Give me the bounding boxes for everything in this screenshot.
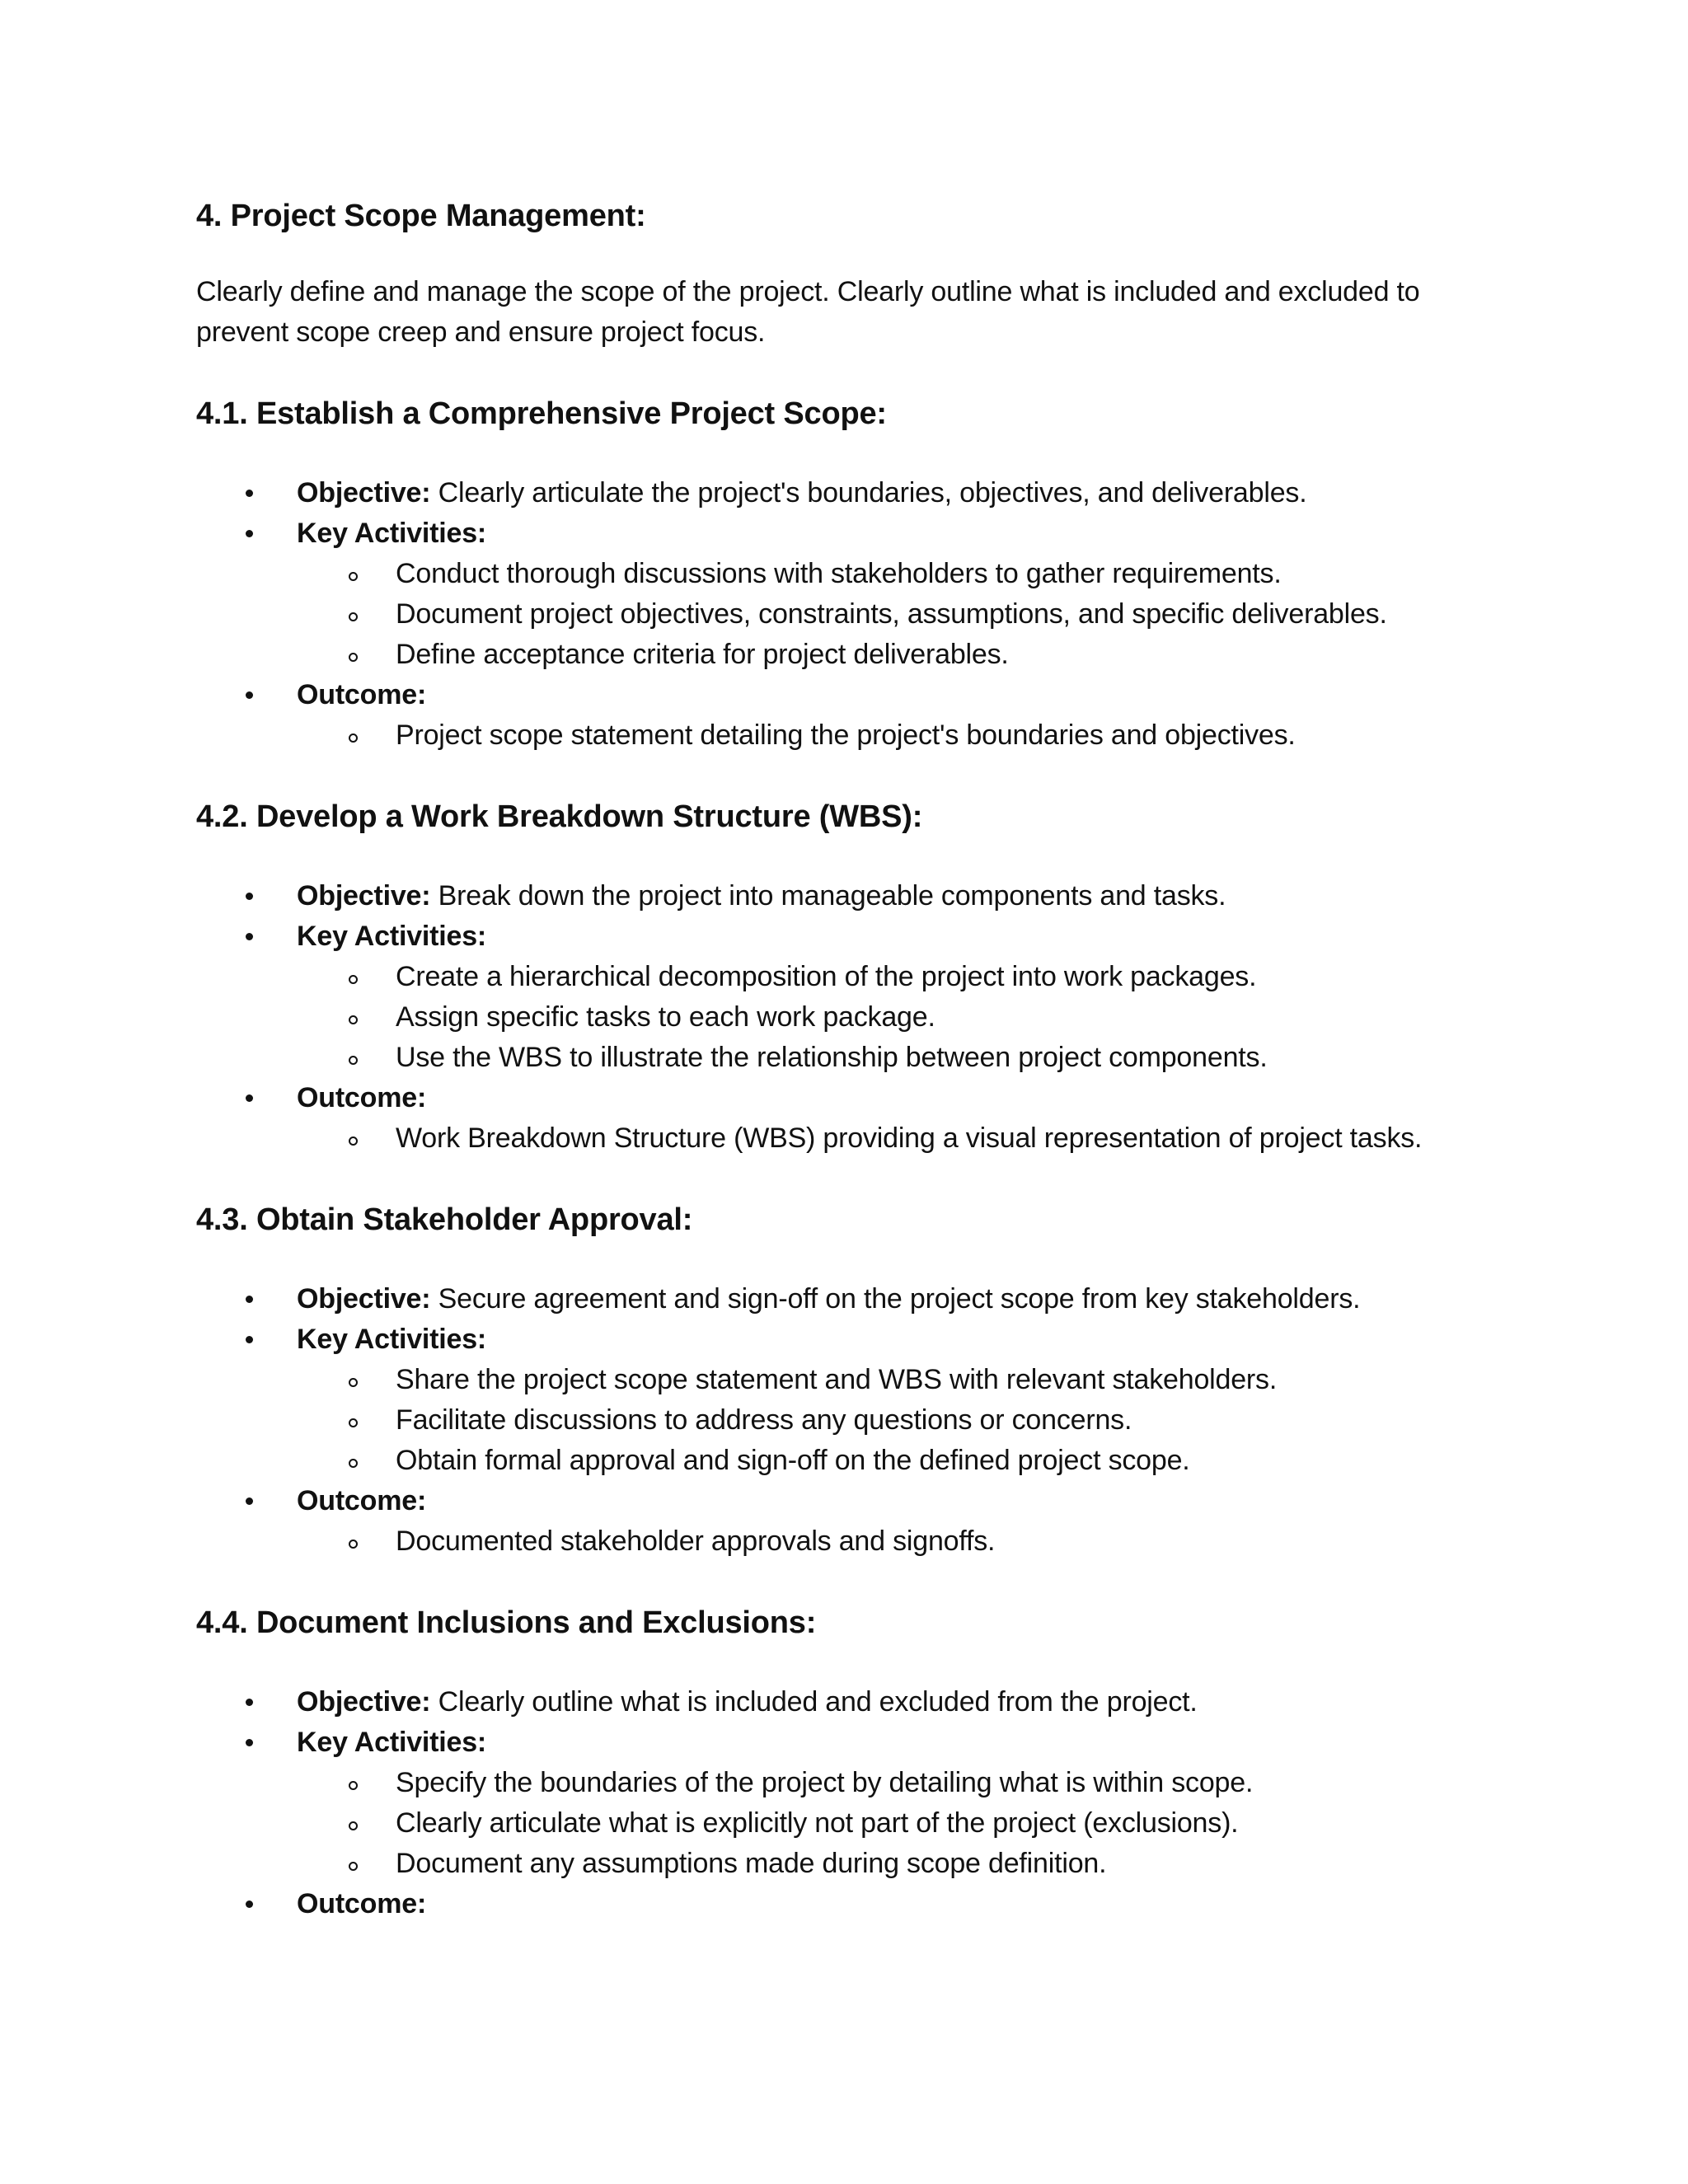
outcome-label: Outcome:: [297, 1082, 427, 1113]
section-bullet-list: [196, 876, 1497, 1159]
key-activities-label: Key Activities:: [297, 921, 487, 952]
activity-item: Assign specific tasks to each work package.: [297, 997, 1497, 1038]
circle-bullet-icon: [349, 1862, 358, 1871]
circle-bullet-icon: [349, 653, 358, 662]
activity-item: Clearly articulate what is explicitly not part of the project (exclusions).: [297, 1803, 1497, 1844]
circle-bullet-icon: [349, 1821, 358, 1830]
circle-bullet-icon: [349, 1418, 358, 1427]
objective-text: Clearly articulate the project's boundaries, objectives, and deliverables.: [430, 477, 1307, 509]
bullet-icon: [246, 490, 253, 497]
outcome-item: [196, 1884, 1497, 1924]
outcome-detail-item: Documented stakeholder approvals and signoffs.: [297, 1521, 1497, 1562]
key-activities-item: [196, 1319, 1497, 1481]
outcomes-list: [297, 1118, 1497, 1159]
objective-item: [196, 1279, 1497, 1319]
page-title: 4. Project Scope Management:: [196, 199, 646, 233]
activity-item: Document any assumptions made during scope definition.: [297, 1844, 1497, 1884]
key-activities-item: [196, 916, 1497, 1078]
outcome-item: [196, 1481, 1497, 1562]
section-bullet-list: [196, 1682, 1497, 1924]
activity-item: Create a hierarchical decomposition of the project into work packages.: [297, 957, 1497, 997]
objective-item: [196, 1682, 1497, 1722]
circle-bullet-icon: [349, 1540, 358, 1549]
objective-text: Break down the project into manageable components and tasks.: [430, 880, 1226, 912]
activity-item: Obtain formal approval and sign-off on the defined project scope.: [297, 1441, 1497, 1481]
activity-item: Use the WBS to illustrate the relationship between project components.: [297, 1038, 1497, 1078]
activity-item: Conduct thorough discussions with stakeholders to gather requirements.: [297, 554, 1497, 594]
objective-label: Objective:: [297, 880, 431, 912]
activities-list: [297, 1763, 1497, 1884]
section-heading: 4.1. Establish a Comprehensive Project Scope:: [196, 396, 887, 431]
activity-item: Specify the boundaries of the project by detailing what is within scope.: [297, 1763, 1497, 1803]
bullet-icon: [246, 893, 253, 900]
circle-bullet-icon: [349, 975, 358, 984]
document-page: [196, 196, 1497, 1924]
outcome-item: [196, 675, 1497, 756]
outcome-detail-item: Work Breakdown Structure (WBS) providing a visual representation of project tasks.: [297, 1118, 1497, 1159]
key-activities-label: Key Activities:: [297, 518, 487, 549]
activities-list: [297, 957, 1497, 1078]
objective-label: Objective:: [297, 1283, 431, 1315]
outcome-label: Outcome:: [297, 1888, 427, 1919]
objective-text: Clearly outline what is included and excluded from the project.: [430, 1686, 1198, 1718]
objective-label: Objective:: [297, 1686, 431, 1718]
circle-bullet-icon: [349, 1015, 358, 1024]
circle-bullet-icon: [349, 572, 358, 581]
activity-item: Share the project scope statement and WBS with relevant stakeholders.: [297, 1360, 1497, 1400]
bullet-icon: [246, 1497, 253, 1505]
circle-bullet-icon: [349, 1378, 358, 1387]
section-heading: 4.4. Document Inclusions and Exclusions:: [196, 1605, 817, 1640]
objective-item: [196, 876, 1497, 916]
outcome-label: Outcome:: [297, 1485, 427, 1516]
activities-list: [297, 1360, 1497, 1481]
outcomes-list: [297, 715, 1497, 756]
section-4-1: [196, 394, 1497, 756]
activity-item: Facilitate discussions to address any questions or concerns.: [297, 1400, 1497, 1441]
bullet-icon: [246, 1094, 253, 1102]
section-heading: 4.3. Obtain Stakeholder Approval:: [196, 1202, 693, 1237]
outcome-item: [196, 1078, 1497, 1159]
circle-bullet-icon: [349, 1137, 358, 1146]
objective-item: [196, 473, 1497, 513]
section-4-2: [196, 797, 1497, 1159]
objective-text: Secure agreement and sign-off on the project scope from key stakeholders.: [430, 1283, 1361, 1315]
key-activities-label: Key Activities:: [297, 1324, 487, 1355]
section-bullet-list: [196, 1279, 1497, 1562]
activity-item: Define acceptance criteria for project deliverables.: [297, 635, 1497, 675]
circle-bullet-icon: [349, 1459, 358, 1468]
activity-item: Document project objectives, constraints, assumptions, and specific deliverables.: [297, 594, 1497, 635]
bullet-icon: [246, 933, 253, 940]
key-activities-item: [196, 1722, 1497, 1884]
circle-bullet-icon: [349, 1781, 358, 1790]
section-4-4: [196, 1603, 1497, 1924]
activities-list: [297, 554, 1497, 675]
bullet-icon: [246, 1739, 253, 1746]
circle-bullet-icon: [349, 612, 358, 621]
key-activities-label: Key Activities:: [297, 1727, 487, 1758]
outcome-detail-item: Project scope statement detailing the project's boundaries and objectives.: [297, 715, 1497, 756]
section-4-3: [196, 1200, 1497, 1562]
outcome-label: Outcome:: [297, 679, 427, 710]
bullet-icon: [246, 1699, 253, 1706]
key-activities-item: [196, 513, 1497, 675]
bullet-icon: [246, 1336, 253, 1343]
intro-paragraph: Clearly define and manage the scope of the project. Clearly outline what is included and excluded to prevent scope creep and ensure project focus.: [196, 276, 1420, 348]
section-bullet-list: [196, 473, 1497, 756]
objective-label: Objective:: [297, 477, 431, 509]
bullet-icon: [246, 691, 253, 699]
circle-bullet-icon: [349, 733, 358, 743]
bullet-icon: [246, 1296, 253, 1303]
bullet-icon: [246, 530, 253, 537]
circle-bullet-icon: [349, 1056, 358, 1065]
outcomes-list: [297, 1521, 1497, 1562]
section-heading: 4.2. Develop a Work Breakdown Structure (WBS):: [196, 799, 923, 834]
bullet-icon: [246, 1900, 253, 1908]
